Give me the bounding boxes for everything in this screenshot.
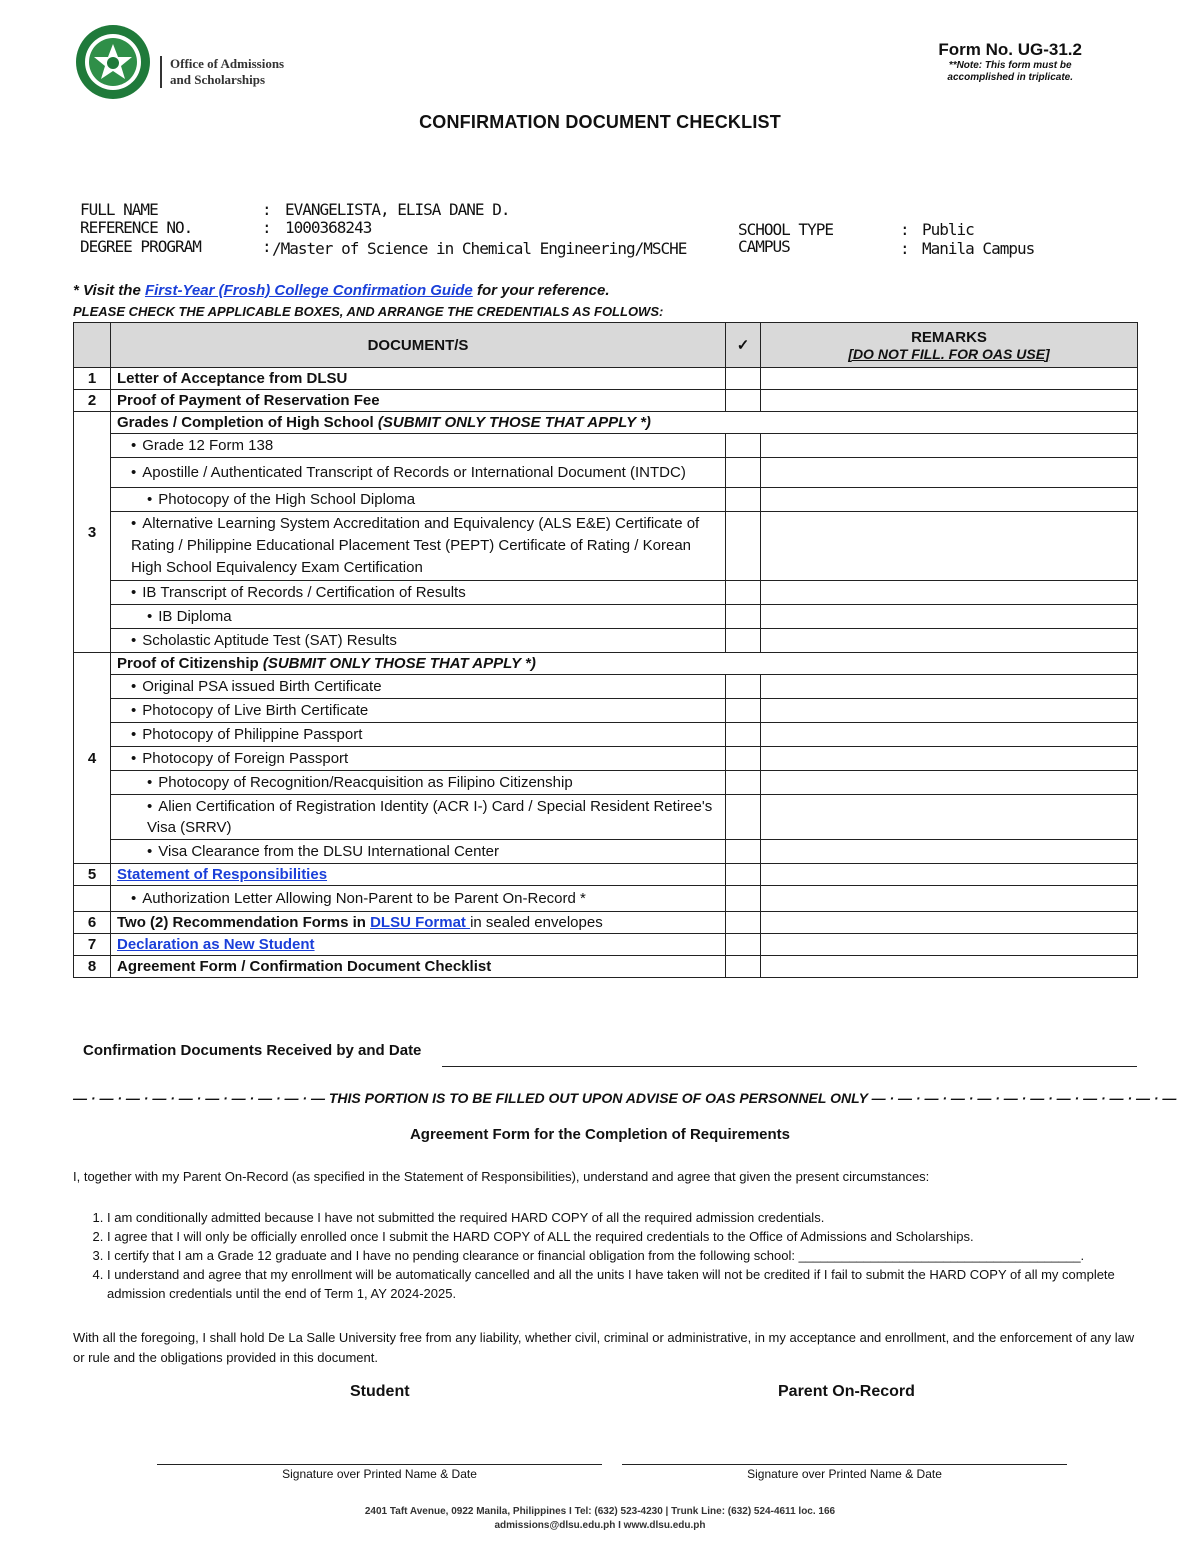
table-row	[74, 629, 1138, 653]
bullet-icon: •	[131, 678, 137, 695]
remarks-cell	[761, 581, 1138, 605]
list-item	[111, 605, 726, 629]
item-text: Grade 12 Form 138	[142, 437, 274, 454]
reference-colon: :	[262, 218, 271, 237]
doc-proof-of-payment: Proof of Payment of Reservation Fee	[111, 390, 726, 412]
list-item: 3. I certify that I am a Grade 12 graduate and I have no pending clearance or financial obligation from the following school: _______________________________________.	[107, 1246, 1167, 1265]
oas-only-divider	[73, 1090, 1177, 1106]
reference-value: 1000368243	[285, 218, 372, 237]
bullet-icon: •	[131, 890, 137, 907]
received-by-label: Confirmation Documents Received by and Date	[83, 1042, 422, 1059]
check-box[interactable]	[726, 956, 761, 978]
table-row	[74, 512, 1138, 581]
school-type-colon: :	[900, 220, 909, 239]
school-type-label: SCHOOL TYPE	[738, 220, 833, 239]
parent-heading: Parent On-Record	[778, 1383, 915, 1400]
full-name-label: FULL NAME	[80, 200, 158, 219]
campus-colon: :	[900, 239, 909, 258]
citizenship-heading-note: (SUBMIT ONLY THOSE THAT APPLY *)	[262, 655, 536, 672]
check-box[interactable]	[726, 629, 761, 653]
list-item	[111, 434, 726, 458]
remarks-note: [DO NOT FILL. FOR OAS USE]	[848, 345, 1050, 362]
list-item: 2. I agree that I will only be officially enrolled once I submit the HARD COPY of ALL the required credentials to the Office of Admissions and Scholarships.	[107, 1227, 1167, 1246]
bullet-icon: •	[147, 491, 153, 508]
doc-agreement-form: Agreement Form / Confirmation Document Checklist	[111, 956, 726, 978]
office-line-1: Office of Admissions	[170, 56, 285, 71]
doc-declaration	[111, 934, 726, 956]
list-item	[111, 795, 726, 840]
item-text: Photocopy of Foreign Passport	[142, 750, 349, 767]
remarks-cell	[761, 434, 1138, 458]
recommendation-text: Two (2) Recommendation Forms in	[117, 914, 371, 931]
form-note-line-1: **Note: This form must be	[948, 60, 1072, 71]
received-by-line[interactable]	[442, 1066, 1137, 1067]
item-text: Photocopy of Live Birth Certificate	[142, 702, 369, 719]
degree-colon: :	[262, 237, 271, 256]
campus-label: CAMPUS	[738, 237, 790, 256]
table-header-row	[74, 323, 1138, 368]
remarks-cell	[761, 605, 1138, 629]
agreement-title: Agreement Form for the Completion of Requirements	[409, 1126, 791, 1143]
list-item	[111, 458, 726, 488]
office-line-2: and Scholarships	[170, 72, 266, 87]
form-note-line-2: accomplished in triplicate.	[947, 72, 1073, 83]
reference-label: REFERENCE NO.	[80, 218, 193, 237]
check-box[interactable]	[726, 795, 761, 840]
remarks-cell	[761, 795, 1138, 840]
table-row	[74, 912, 1138, 934]
remarks-cell	[761, 864, 1138, 886]
remarks-cell	[761, 629, 1138, 653]
header-check: ✓	[726, 323, 761, 368]
item-text: Photocopy of Recognition/Reacquisition as Filipino Citizenship	[158, 774, 573, 791]
table-row	[74, 390, 1138, 412]
declaration-new-student-link[interactable]: Declaration as New Student	[117, 936, 315, 953]
list-item	[111, 699, 726, 723]
form-number-block	[938, 40, 1082, 84]
check-box[interactable]	[726, 886, 761, 912]
item-text: Original PSA issued Birth Certificate	[142, 678, 382, 695]
list-item: 1. I am conditionally admitted because I have not submitted the required HARD COPY of all the required admission credentials.	[107, 1208, 1167, 1227]
visit-prefix: * Visit the	[73, 282, 145, 299]
remarks-cell	[761, 699, 1138, 723]
check-box[interactable]	[726, 605, 761, 629]
statement-of-responsibilities-link[interactable]: Statement of Responsibilities	[117, 866, 328, 883]
remarks-cell	[761, 390, 1138, 412]
list-item	[111, 675, 726, 699]
table-row	[74, 458, 1138, 488]
grades-heading-note: (SUBMIT ONLY THOSE THAT APPLY *)	[377, 414, 651, 431]
remarks-cell	[761, 771, 1138, 795]
table-row	[74, 747, 1138, 771]
item-text: IB Transcript of Records / Certification of Results	[142, 584, 466, 601]
form-number: Form No. UG-31.2	[938, 40, 1082, 59]
full-name-value: EVANGELISTA, ELISA DANE D.	[285, 200, 510, 219]
item-text: Authorization Letter Allowing Non-Parent to be Parent On-Record *	[142, 890, 586, 907]
list-item	[111, 488, 726, 512]
row-number: 4	[74, 653, 111, 864]
row-number: 5	[74, 864, 111, 886]
list-item	[111, 771, 726, 795]
school-type-value: Public	[922, 220, 974, 239]
table-row	[74, 605, 1138, 629]
page-title: CONFIRMATION DOCUMENT CHECKLIST	[419, 112, 781, 132]
remarks-cell	[761, 934, 1138, 956]
table-row	[74, 956, 1138, 978]
table-row	[74, 488, 1138, 512]
check-box[interactable]	[726, 390, 761, 412]
office-name	[160, 56, 284, 88]
degree-label: DEGREE PROGRAM	[80, 237, 201, 256]
list-item	[111, 747, 726, 771]
footer-address: 2401 Taft Avenue, 0922 Manila, Philippines I Tel: (632) 523-4230 | Trunk Line: (632) 524-4611 loc. 166	[364, 1506, 836, 1517]
list-item	[111, 886, 726, 912]
table-row	[74, 934, 1138, 956]
check-box[interactable]	[726, 458, 761, 488]
table-row	[74, 699, 1138, 723]
remarks-cell	[761, 956, 1138, 978]
check-box[interactable]	[726, 488, 761, 512]
check-box[interactable]	[726, 771, 761, 795]
check-box[interactable]	[726, 840, 761, 864]
parent-signature-line[interactable]: Signature over Printed Name & Date	[622, 1464, 1067, 1481]
remarks-cell	[761, 886, 1138, 912]
grades-heading-text: Grades / Completion of High School	[117, 414, 378, 431]
remarks-cell	[761, 912, 1138, 934]
row-number: 1	[74, 368, 111, 390]
list-item	[111, 512, 726, 581]
check-box[interactable]	[726, 512, 761, 581]
degree-value: /Master of Science in Chemical Engineering/MSCHE	[272, 239, 687, 258]
bullet-icon: •	[131, 515, 137, 532]
remarks-cell	[761, 458, 1138, 488]
table-row	[74, 581, 1138, 605]
row-number: 7	[74, 934, 111, 956]
table-row	[74, 723, 1138, 747]
bullet-icon: •	[147, 843, 153, 860]
dash-right: — · — · — · — · — · — · — · — · — · — · — · —	[867, 1090, 1177, 1106]
section-grades-heading	[111, 412, 1138, 434]
remarks-cell	[761, 368, 1138, 390]
remarks-title: REMARKS	[911, 328, 987, 346]
divider-text: THIS PORTION IS TO BE FILLED OUT UPON ADVISE OF OAS PERSONNEL ONLY	[328, 1090, 868, 1106]
list-item	[111, 581, 726, 605]
remarks-cell	[761, 723, 1138, 747]
doc-letter-of-acceptance: Letter of Acceptance from DLSU	[111, 368, 726, 390]
visit-suffix: for your reference.	[472, 282, 610, 299]
check-box[interactable]	[726, 864, 761, 886]
header-remarks	[761, 323, 1138, 368]
recommendation-suffix: in sealed envelopes	[470, 914, 603, 931]
doc-statement-of-responsibilities	[111, 864, 726, 886]
check-box[interactable]	[726, 581, 761, 605]
item-text: Photocopy of Philippine Passport	[142, 726, 363, 743]
table-row	[74, 795, 1138, 840]
check-box[interactable]	[726, 434, 761, 458]
document-checklist-table	[73, 322, 1138, 978]
footer-contact	[0, 1505, 1200, 1533]
section-citizenship-heading	[111, 653, 1138, 675]
table-row	[74, 840, 1138, 864]
item-text: Scholastic Aptitude Test (SAT) Results	[142, 632, 397, 649]
list-item	[111, 840, 726, 864]
bullet-icon: •	[131, 702, 137, 719]
check-box[interactable]	[726, 934, 761, 956]
list-item	[111, 723, 726, 747]
check-box[interactable]	[726, 747, 761, 771]
check-box[interactable]	[726, 912, 761, 934]
row-number: 2	[74, 390, 111, 412]
item-text: Photocopy of the High School Diploma	[158, 491, 416, 508]
remarks-cell	[761, 747, 1138, 771]
row-number: 3	[74, 412, 111, 653]
remarks-cell	[761, 488, 1138, 512]
row-number: 6	[74, 912, 111, 934]
remarks-cell	[761, 675, 1138, 699]
agreement-intro: I, together with my Parent On-Record (as specified in the Statement of Responsibilities), understand and agree that given the present circumstances:	[73, 1169, 930, 1184]
agreement-closing: With all the foregoing, I shall hold De La Salle University free from any liability, whether civil, criminal or administrative, in my acceptance and enrollment, and the enforcement of any law or rule and the obligations provided in this document.	[73, 1330, 1135, 1365]
table-row	[74, 412, 1138, 434]
confirmation-guide-link[interactable]: First-Year (Frosh) College Confirmation Guide	[144, 282, 473, 299]
bullet-icon: •	[131, 726, 137, 743]
bullet-icon: •	[131, 750, 137, 767]
bullet-icon: •	[131, 464, 137, 481]
arrange-instruction: PLEASE CHECK THE APPLICABLE BOXES, AND ARRANGE THE CREDENTIALS AS FOLLOWS:	[73, 304, 664, 319]
bullet-icon: •	[131, 584, 137, 601]
header-num-cell	[74, 323, 111, 368]
bullet-icon: •	[147, 798, 153, 815]
item-text: Alien Certification of Registration Identity (ACR I-) Card / Special Resident Retiree's Visa (SRRV)	[147, 798, 713, 836]
bullet-icon: •	[131, 632, 137, 649]
table-row	[74, 675, 1138, 699]
table-row	[74, 864, 1138, 886]
row-number: 8	[74, 956, 111, 978]
header-documents: DOCUMENT/S	[111, 323, 726, 368]
table-row	[74, 368, 1138, 390]
full-name-colon: :	[262, 200, 271, 219]
check-box[interactable]	[726, 723, 761, 747]
item-text: Visa Clearance from the DLSU International Center	[158, 843, 499, 860]
list-item	[111, 629, 726, 653]
dash-left: — · — · — · — · — · — · — · — · — · —	[73, 1090, 329, 1106]
remarks-cell	[761, 840, 1138, 864]
citizenship-heading-text: Proof of Citizenship	[117, 655, 263, 672]
table-row	[74, 653, 1138, 675]
row-number-empty	[74, 886, 111, 912]
item-text: Apostille / Authenticated Transcript of Records or International Document (INTDC)	[142, 464, 686, 481]
footer-email-web: admissions@dlsu.edu.ph I www.dlsu.edu.ph	[494, 1520, 706, 1531]
table-row	[74, 771, 1138, 795]
item-text: Alternative Learning System Accreditation and Equivalency (ALS E&E) Certificate of Rating / Philippine Educational Placement Test (PEPT) Certificate of Rating / Korean High School Equivalency Exam Certification	[131, 515, 700, 576]
agreement-list	[73, 1208, 1167, 1303]
check-box[interactable]	[726, 675, 761, 699]
student-signature-line[interactable]: Signature over Printed Name & Date	[157, 1464, 602, 1481]
list-item: 4. I understand and agree that my enrollment will be automatically cancelled and all the units I have taken will not be credited if I fail to submit the HARD COPY of all my complete admission credentials until the end of Term 1, AY 2024-2025.	[107, 1265, 1167, 1303]
bullet-icon: •	[147, 774, 153, 791]
campus-value: Manila Campus	[922, 239, 1035, 258]
check-box[interactable]	[726, 699, 761, 723]
dlsu-format-link[interactable]: DLSU Format	[370, 914, 471, 931]
table-row	[74, 434, 1138, 458]
item-text: IB Diploma	[158, 608, 232, 625]
table-row	[74, 886, 1138, 912]
visit-guide-note	[73, 282, 610, 299]
student-heading: Student	[350, 1383, 410, 1400]
doc-recommendation-forms	[111, 912, 726, 934]
bullet-icon: •	[131, 437, 137, 454]
bullet-icon: •	[147, 608, 153, 625]
remarks-cell	[761, 512, 1138, 581]
dlsu-seal-logo	[68, 22, 158, 102]
check-box[interactable]	[726, 368, 761, 390]
